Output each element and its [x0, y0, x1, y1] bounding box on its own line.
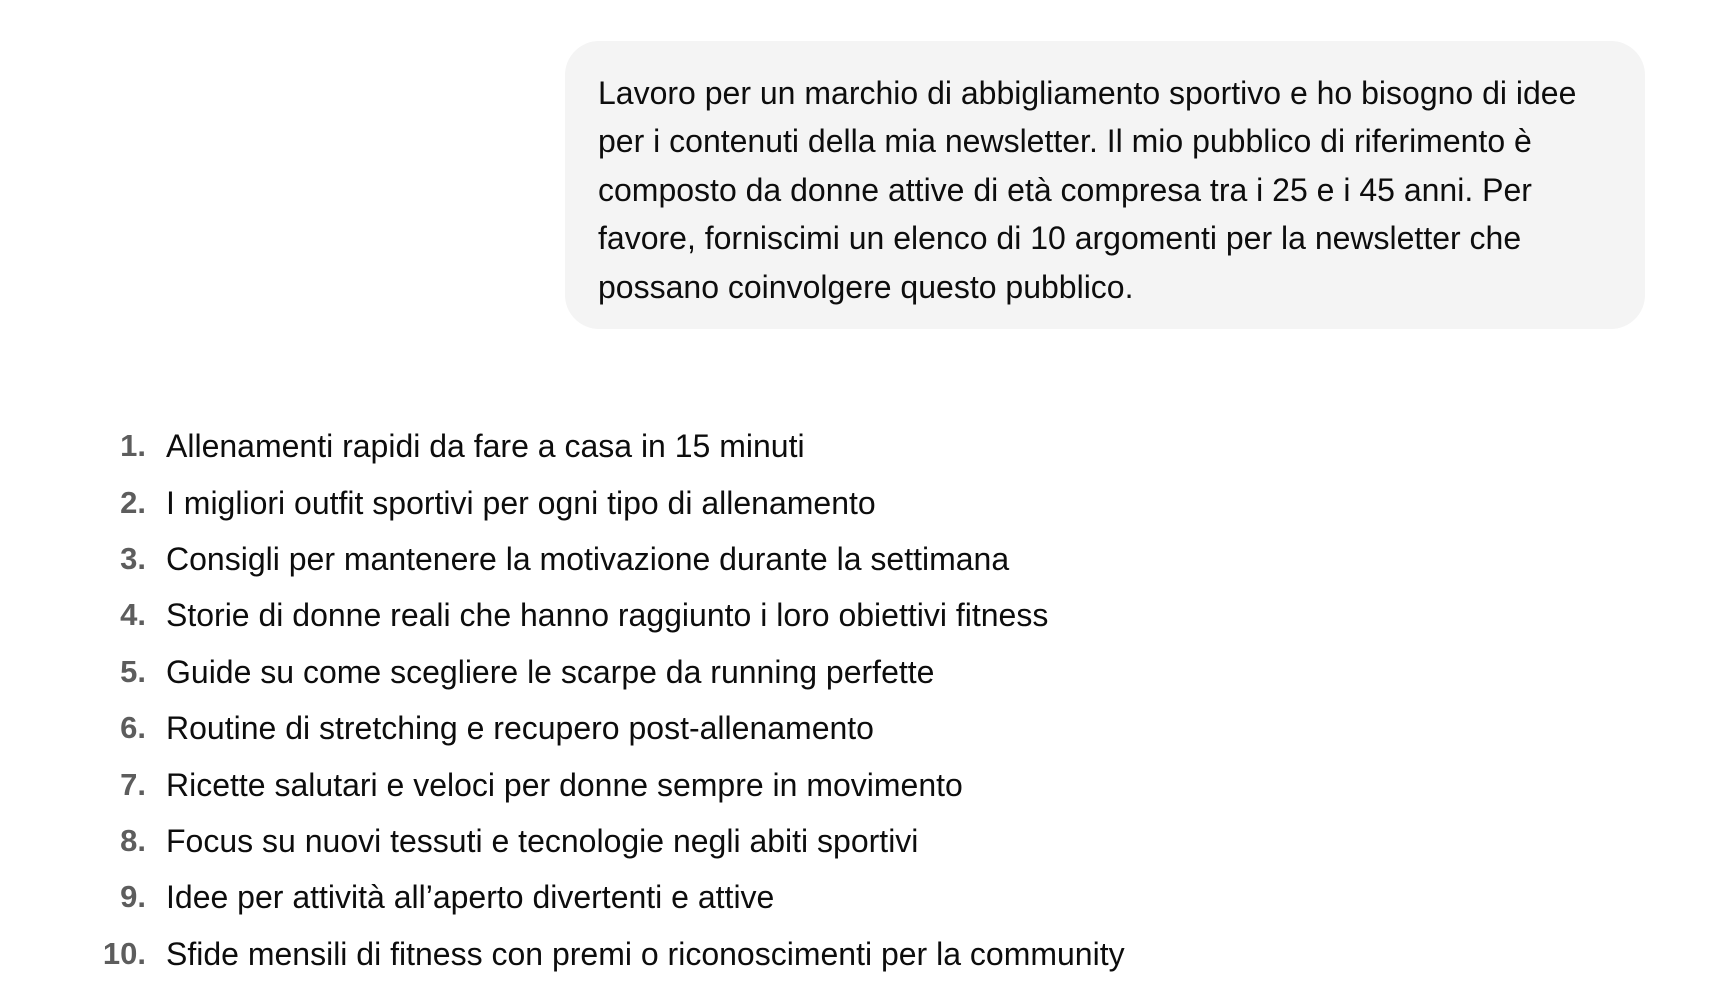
list-item-number: 3.	[120, 540, 146, 576]
user-message-text: Lavoro per un marchio di abbigliamento sportivo e ho bisogno di idee per i contenuti della mia newsletter. Il mio pubblico di riferimento è composto da donne attive di età compresa tra i 25 e i 45 anni. Per favore, forniscimi un elenco di 10 argomenti per la newsletter che possano coinvolgere questo pubblico.	[598, 75, 1577, 305]
list-item	[90, 756, 1590, 812]
assistant-response-list	[90, 418, 1590, 982]
list-item-number: 9.	[120, 879, 146, 915]
list-item-number: 8.	[120, 822, 146, 858]
list-item-text: Storie di donne reali che hanno raggiunto i loro obiettivi fitness	[166, 597, 1049, 634]
list-item	[90, 700, 1590, 756]
list-item	[90, 418, 1590, 474]
list-item-text: Sfide mensili di fitness con premi o riconoscimenti per la community	[166, 935, 1125, 972]
list-item	[90, 644, 1590, 700]
list-item-text: Focus su nuovi tessuti e tecnologie negli abiti sportivi	[166, 822, 919, 859]
list-item-number: 7.	[120, 766, 146, 802]
list-item-text: Ricette salutari e veloci per donne sempre in movimento	[166, 766, 963, 803]
list-item-number: 5.	[120, 653, 146, 689]
list-item-number: 2.	[120, 484, 146, 520]
list-item-number: 6.	[120, 710, 146, 746]
list-item-number: 1.	[120, 428, 146, 464]
list-item-text: Routine di stretching e recupero post-allenamento	[166, 710, 874, 747]
list-item	[90, 869, 1590, 925]
list-item-number: 4.	[120, 597, 146, 633]
list-item-text: Guide su come scegliere le scarpe da running perfette	[166, 653, 935, 690]
user-message-bubble	[565, 41, 1645, 329]
list-item-text: Allenamenti rapidi da fare a casa in 15 minuti	[166, 428, 805, 465]
list-item	[90, 926, 1590, 982]
list-item-text: I migliori outfit sportivi per ogni tipo di allenamento	[166, 484, 876, 521]
list-item	[90, 587, 1590, 643]
list-item	[90, 474, 1590, 530]
list-item	[90, 813, 1590, 869]
list-item-text: Consigli per mantenere la motivazione durante la settimana	[166, 540, 1010, 577]
list-item	[90, 531, 1590, 587]
list-item-text: Idee per attività all’aperto divertenti e attive	[166, 879, 775, 916]
list-item-number: 10.	[102, 935, 146, 971]
